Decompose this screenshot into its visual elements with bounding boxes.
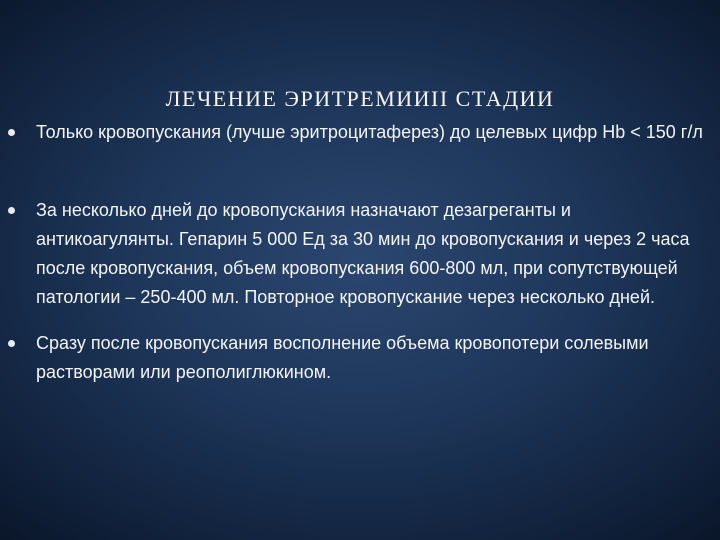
bullet-text: Сразу после кровопускания восполнение объема кровопотери солевыми растворами или реополиглюкином. (36, 333, 649, 382)
bullet-text: Только кровопускания (лучше эритроцитаферез) до целевых цифр Hb < 150 г/л (36, 122, 703, 142)
bullet-item (6, 196, 710, 312)
bullet-dot-icon (8, 340, 15, 347)
bullet-dot-icon (8, 207, 15, 214)
bullet-list (6, 118, 710, 387)
bullet-item (6, 329, 710, 387)
bullet-item (6, 118, 710, 147)
slide-title: ЛЕЧЕНИЕ ЭРИТРЕМИИII СТАДИИ (165, 86, 555, 111)
bullet-dot-icon (8, 129, 15, 136)
bullet-text: За несколько дней до кровопускания назначают дезагреганты и антикоагулянты. Гепарин 5 000 Ед за 30 мин до кровопускания и через 2 часа после кровопускания, объем кровопускания 600-800 мл, при сопутствующей патологии – 250-400 мл. Повторное кровопускание через несколько дней. (36, 200, 690, 307)
